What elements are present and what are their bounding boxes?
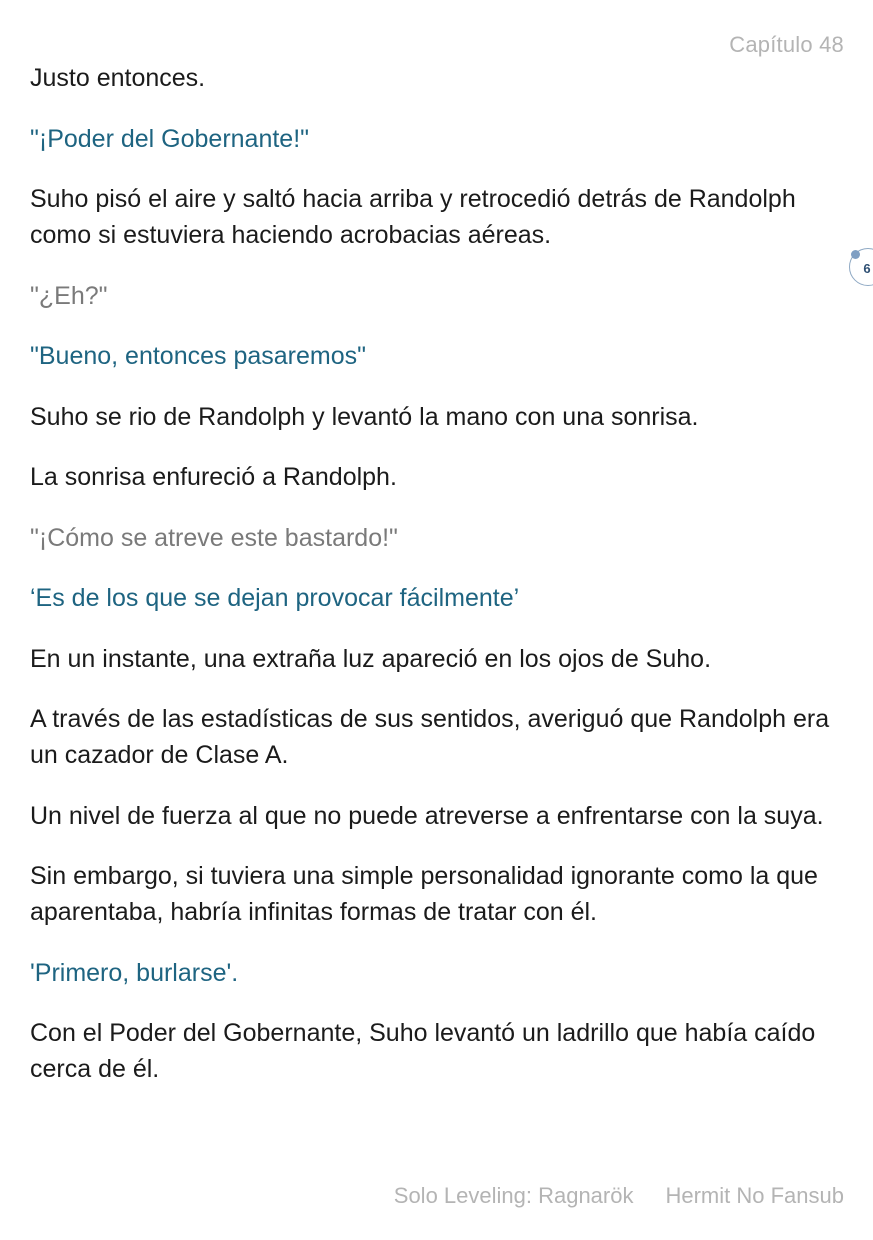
page-number: 6	[863, 261, 871, 276]
paragraph: "¡Poder del Gobernante!"	[30, 124, 310, 153]
chapter-text	[30, 60, 845, 1112]
page-indicator[interactable]	[849, 248, 873, 286]
paragraph: En un instante, una extraña luz apareció en los ojos de Suho.	[30, 644, 712, 673]
paragraph: ‘Es de los que se dejan provocar fácilmente’	[30, 584, 520, 612]
chapter-label: Capítulo 48	[729, 32, 844, 57]
book-title: Solo Leveling: Ragnarök	[393, 1183, 634, 1208]
paragraph: Suho se rio de Randolph y levantó la mano con una sonrisa.	[30, 402, 699, 431]
paragraph: Un nivel de fuerza al que no puede atreverse a enfrentarse con la suya.	[30, 801, 824, 830]
paragraph: A través de las estadísticas de sus sentidos, averiguó que Randolph era un cazador de Clase A.	[30, 705, 830, 769]
paragraph: 'Primero, burlarse'.	[30, 958, 239, 987]
paragraph: Con el Poder del Gobernante, Suho levantó un ladrillo que había caído cerca de él.	[30, 1019, 816, 1083]
paragraph: "¿Eh?"	[30, 281, 108, 310]
paragraph: Suho pisó el aire y saltó hacia arriba y retrocedió detrás de Randolph como si estuviera haciendo acrobacias aéreas.	[30, 185, 796, 249]
paragraph: Sin embargo, si tuviera una simple personalidad ignorante como la que aparentaba, habría infinitas formas de tratar con él.	[30, 862, 818, 926]
paragraph: La sonrisa enfureció a Randolph.	[30, 463, 397, 491]
paragraph: "¡Cómo se atreve este bastardo!"	[30, 523, 398, 552]
page-indicator-dot	[851, 250, 860, 259]
translator-credit: Hermit No Fansub	[665, 1183, 844, 1208]
paragraph: "Bueno, entonces pasaremos"	[30, 342, 367, 370]
paragraph: Justo entonces.	[30, 64, 206, 92]
footer	[394, 1183, 844, 1209]
